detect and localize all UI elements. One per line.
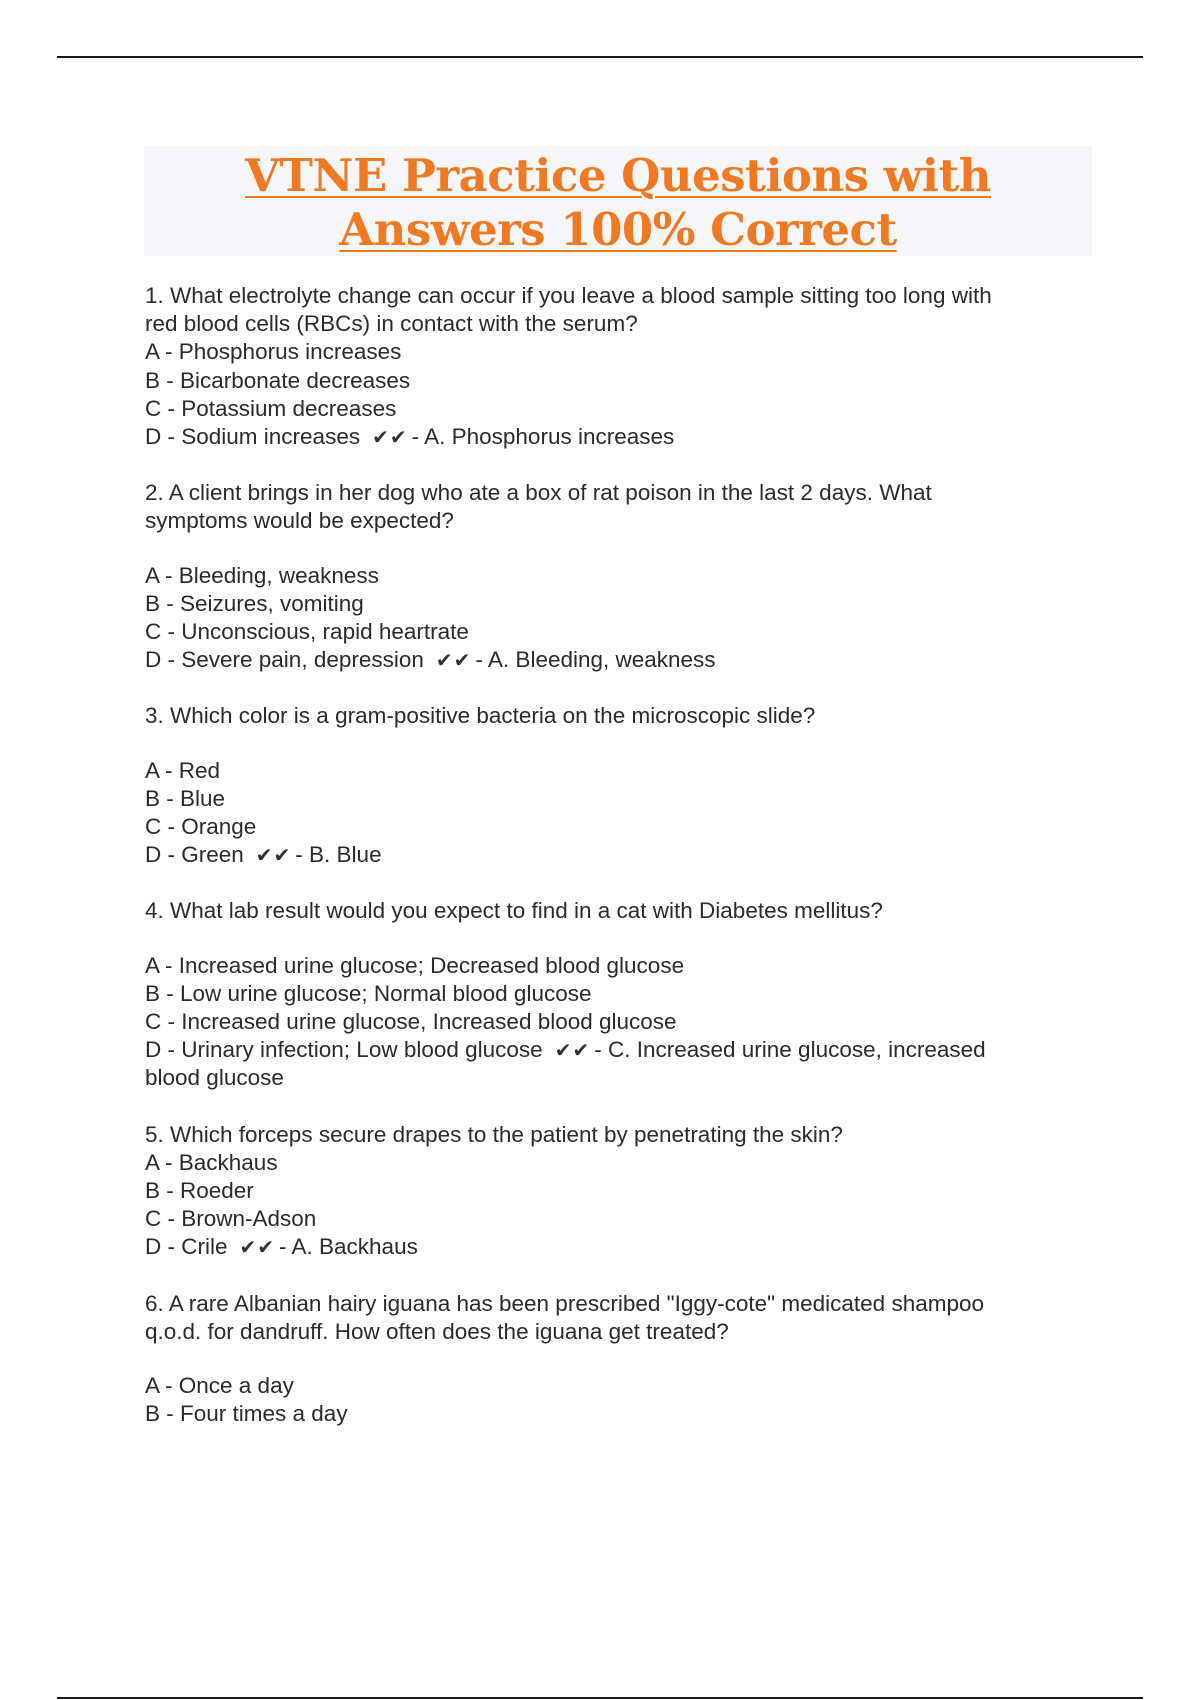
- answer-option: [145, 813, 1095, 841]
- question-2: [145, 479, 1095, 674]
- question-prompt: 6. A rare Albanian hairy iguana has been prescribed "Iggy-cote" medicated shampoo: [145, 1290, 985, 1316]
- answer-option: [145, 980, 1095, 1008]
- option-text: D - Crile: [145, 1234, 228, 1260]
- option-text: B - Roeder: [145, 1178, 254, 1204]
- option-text: B - Seizures, vomiting: [145, 590, 364, 616]
- spacer: [145, 1346, 1095, 1372]
- correct-answer-continued: blood glucose: [145, 1065, 284, 1091]
- answer-option: [145, 590, 1095, 618]
- answer-option: [145, 338, 1095, 366]
- question-prompt: q.o.d. for dandruff. How often does the iguana get treated?: [145, 1318, 729, 1344]
- question-prompt: red blood cells (RBCs) in contact with the serum?: [145, 311, 638, 337]
- title-line-1: VTNE Practice Questions with: [244, 149, 991, 202]
- option-text: A - Bleeding, weakness: [145, 562, 379, 588]
- option-text: D - Sodium increases: [145, 424, 361, 450]
- question-1: [145, 282, 1095, 451]
- question-prompt: symptoms would be expected?: [145, 508, 454, 534]
- option-text: B - Low urine glucose; Normal blood glucose: [145, 980, 592, 1006]
- answer-option: [145, 841, 1095, 869]
- question-prompt: 1. What electrolyte change can occur if you leave a blood sample sitting too long with: [145, 283, 992, 308]
- spacer: [145, 926, 1095, 952]
- answer-option: [145, 785, 1095, 813]
- answer-option: [145, 1008, 1095, 1036]
- option-text: C - Orange: [145, 814, 257, 840]
- option-text: C - Increased urine glucose, Increased blood glucose: [145, 1009, 677, 1035]
- option-text: D - Green: [145, 842, 244, 868]
- correct-answer: - A. Backhaus: [279, 1234, 418, 1260]
- option-text: A - Backhaus: [145, 1149, 278, 1175]
- answer-option: [145, 1205, 1095, 1233]
- title-line-2: Answers 100% Correct: [339, 203, 897, 256]
- double-check-icon: ✔✔: [239, 1235, 276, 1260]
- option-text: D - Urinary infection; Low blood glucose: [145, 1037, 543, 1063]
- option-text: B - Blue: [145, 785, 226, 811]
- double-check-icon: ✔✔: [372, 425, 408, 450]
- question-5: [145, 1121, 1095, 1262]
- correct-answer: - B. Blue: [295, 842, 382, 868]
- answer-option: [145, 952, 1095, 980]
- option-text: C - Unconscious, rapid heartrate: [145, 619, 469, 645]
- option-text: D - Severe pain, depression: [145, 647, 424, 673]
- answer-option: [145, 757, 1095, 785]
- question-list: [145, 282, 1095, 1457]
- spacer: [145, 536, 1095, 562]
- option-text: C - Potassium decreases: [145, 395, 397, 421]
- option-text: A - Once a day: [145, 1373, 294, 1399]
- option-text: C - Brown-Adson: [145, 1206, 317, 1232]
- correct-answer: - C. Increased urine glucose, increased: [594, 1037, 986, 1063]
- question-3: [145, 702, 1095, 869]
- question-4: [145, 897, 1095, 1092]
- answer-option: [145, 395, 1095, 423]
- answer-option: [145, 618, 1095, 646]
- option-text: B - Four times a day: [145, 1401, 348, 1427]
- option-text: A - Increased urine glucose; Decreased blood glucose: [145, 952, 685, 978]
- question-6: [145, 1290, 1095, 1429]
- double-check-icon: ✔✔: [255, 843, 292, 868]
- question-prompt: 5. Which forceps secure drapes to the patient by penetrating the skin?: [145, 1121, 843, 1147]
- answer-option: [145, 367, 1095, 395]
- option-text: B - Bicarbonate decreases: [145, 367, 411, 393]
- question-prompt: 4. What lab result would you expect to find in a cat with Diabetes mellitus?: [145, 898, 883, 924]
- top-rule: [57, 56, 1143, 58]
- answer-option: [145, 423, 1095, 451]
- question-prompt: 3. Which color is a gram-positive bacteria on the microscopic slide?: [145, 703, 816, 729]
- double-check-icon: ✔✔: [435, 648, 472, 673]
- double-check-icon: ✔✔: [554, 1038, 591, 1063]
- option-text: A - Red: [145, 757, 221, 783]
- answer-option: [145, 562, 1095, 590]
- spacer: [145, 731, 1095, 757]
- correct-answer: - A. Bleeding, weakness: [475, 647, 716, 673]
- answer-option: [145, 1036, 1095, 1064]
- answer-option: [145, 1400, 1095, 1428]
- option-text: A - Phosphorus increases: [145, 339, 402, 365]
- answer-option: [145, 1177, 1095, 1205]
- bottom-rule: [57, 1697, 1143, 1699]
- document-title: [144, 146, 1092, 256]
- answer-option: [145, 1233, 1095, 1261]
- answer-option: [145, 646, 1095, 674]
- correct-answer: - A. Phosphorus increases: [411, 424, 675, 450]
- question-prompt: 2. A client brings in her dog who ate a box of rat poison in the last 2 days. What: [145, 480, 932, 506]
- answer-option: [145, 1149, 1095, 1177]
- answer-option: [145, 1372, 1095, 1400]
